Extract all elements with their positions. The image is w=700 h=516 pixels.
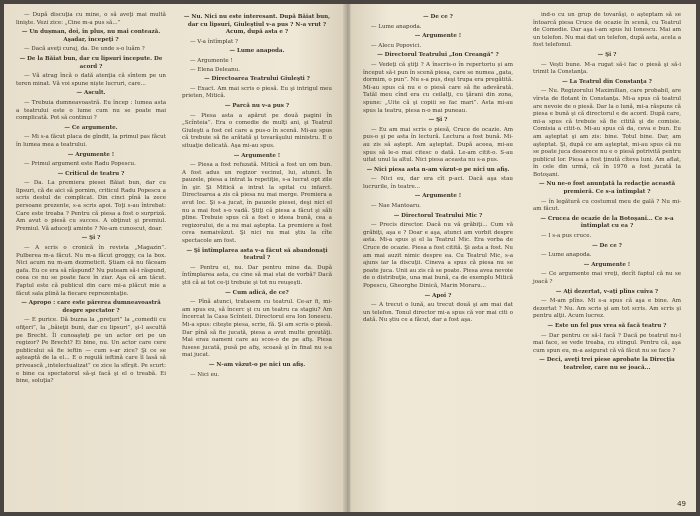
interview-answer: — Piesa a fost refuzată. Mitică a fost un om bun. A fost adus un regizor vecinul, lui, atunci. În pauzele, piesa a intrat la repetiţie, s-a lucrat opt zile în şir. Şi Mitică a intrat la spital cu infarct. Directoarea a zis că piesa nu mai merge. Premiera a avut loc. Şi s-a jucat, în pauzele piesei, deşi nici el nu a mai fost s-o vadă. Ştiţi că piesa a făcut şi săli pline. Trebuie spus că a fost o ideea bună, cea a regizorului, de a nu mai aştepta. La premiere a fost ceva nemaivăzut. Şi nici nu mai ştiu la cîte spectacole am fost.: [182, 162, 332, 245]
interview-answer: — Nici eu, dar era cît p-aci. Dacă aşa stau lucrurile, în teatre...: [363, 176, 513, 190]
interview-question: — Şi ?: [428, 117, 448, 124]
interview-question: — De ce ?: [592, 242, 622, 249]
interview-answer: — M-am plîns. Mi s-a spus că aşa e bine. Am dezertat ? Nu. Am scris şi am tot scris. Am scris şi pentru alţii. Acum lucrez.: [533, 298, 681, 320]
interview-question: — Un dușman, doi, în plus, nu mai contează. Aşadar, începeţi ?: [21, 29, 161, 43]
interview-question: — Şi ?: [81, 235, 101, 242]
interview-question: — Directorul Teatrului Mic ?: [393, 212, 483, 219]
interview-answer: ind-o cu un grup de tovarăşi, o aşteptam să se întoarcă piesa Cruce de ocazie în scenă, cu Teatrul de Comedie. Dar aşa i-am spus lui Ionescu. Mai am un telefon. Nu mai dat un telefon, după asta, acela a fost telefonul.: [533, 12, 681, 49]
interview-answer: — Mi s-a făcut placa de gîndit, la primul pas făcut în lumea mea a teatrului.: [16, 134, 166, 148]
interview-answer: — Argumente !: [190, 57, 233, 64]
interview-question: — Argumente !: [414, 193, 462, 200]
interview-answer: — Nici eu.: [190, 371, 220, 378]
interview-question: — Argumente !: [67, 151, 115, 158]
interview-question: — N-am văzut-o pe nici un afiş.: [208, 361, 306, 368]
interview-question: — Directoarea Teatrului Giuleşti ?: [204, 76, 310, 83]
magazine-spread: [4, 4, 696, 512]
interview-answer: — Piesa asta a apărut pe două pagini în „Scînteia”. Era o comedie de mulţi ani, şi Teatrul Giuleşti a fost cel care a pus-o în scenă. Mi-au spus că trebuie să fie arătată şi tovarăşului ministru. E o situaţie delicată. Aşa mi-au spus.: [182, 112, 332, 149]
column-4: [533, 12, 681, 375]
interview-question: — Crucea de ocazie de la Botoşani... Ce s-a întîmplat cu ea ?: [540, 215, 674, 230]
interview-answer: — Alecu Popovici.: [371, 42, 422, 49]
interview-answer: — în legătură cu costumul meu de gală ? Nu mi-am făcut.: [533, 198, 681, 213]
interview-answer: — Primul argument este Radu Popescu.: [24, 161, 136, 168]
interview-question: — La Teatrul din Constanţa ?: [562, 78, 652, 85]
interview-answer: — Pentru ei, nu. Dar pentru mine da. După întîmplarea asta, cu cine să mai stai de vorbă? Dacă ştii că ai tot ce-ţi trebuie şi tot nu reuşeşti.: [182, 264, 332, 286]
interview-question: — Parcă nu v-a pus ?: [224, 102, 290, 109]
right-page: [347, 4, 696, 512]
interview-answer: — Lume anapoda.: [541, 252, 592, 259]
left-page: [4, 4, 347, 512]
interview-question: — Deci, aveţi trei piese aprobate la Direcţia teatrelor, care nu se joacă...: [539, 357, 675, 371]
interview-question: — Nu. Nici nu este interesant. După Băiat bun, dar cu lipsuri, Giuleştiul v-a pus ? N-a vrut ? Acum, după asta e ?: [183, 14, 331, 36]
interview-question: — Argumente !: [414, 33, 462, 40]
interview-question: — Argumente !: [233, 152, 281, 159]
interview-answer: — Elena Deleanu.: [190, 66, 241, 73]
interview-answer: — Trebuia dumneavoastră. Eu încep : lumea asta a teatrului este o lume cum nu se poate mai complicată. Pot să continui ?: [16, 99, 166, 122]
interview-answer: — I s-a pus cruce.: [541, 233, 592, 240]
interview-answer: — Vedeţi că ştiţi ? A înscris-o în repertoriu și am început să-i pun în scenă piesa, care se numea „gata, dormim, o pun”. Nu s-a pus, deşi trupa era pregătită. Mi-au spus că nu e o piesă care să fie adevărată. Tatăl meu cînd era cu ceilalţi, cu ţărani din zona, spune: „Uite că şi copiii se fac mari”. Asta mi-au spus la teatru, piesa n-o mai puneau.: [363, 61, 513, 114]
interview-question: — Ascult.: [76, 90, 106, 97]
interview-question: — Este un fel pus vrea să facă teatru ?: [547, 322, 667, 329]
column-2: [182, 12, 332, 380]
interview-question: — Lume anapoda.: [229, 48, 285, 55]
interview-question: — Directorul Teatrului „Ion Creangă” ?: [377, 52, 499, 59]
column-3: [363, 12, 513, 326]
spine-gutter: [343, 4, 351, 512]
interview-answer: — Pînă atunci, tratasem cu teatrul. Ce-ar fi, mi-am spus eu, să încerc şi cu un teatru ca stagiu? Am încercat la Casa Scînteii. Directorul era Ion Ionescu. Mi-a spus: citeşte piesa, scrie, fă. Şi am scris o piesă. Dar pînă să fie jucată, piesa a avut multe greutăţi. Mai erau oameni care au scos-o de pe afiş. Piesa fusese jucată, pusă pe afiş, scoasă şi în final nu s-a mai jucat.: [182, 299, 333, 359]
interview-answer: — Dacă aveţi curaj, da. De unde s-o luăm ?: [24, 46, 145, 53]
interview-answer: — Nae Mantoaru.: [371, 203, 421, 210]
interview-question: — Şi întîmplarea asta v-a făcut să abandonaţi teatrul ?: [186, 247, 328, 262]
interview-answer: — A scris o cronică în revista „Magazin”. Pulberea m-a făcut. Nu m-a făcut groggy, ca la box. Nici acum nu m-am dezmeticit. Ştiam că nu făceam gafa. Eu ce era să răspund? Nu puteam să-i răspund, ceea ce nu se poate face în ziar. Aşa că am tăcut. Faptul este că publicul din care mi-a plăcut mie a făcut sala plină la fiecare reprezentaţie.: [16, 245, 166, 297]
interview-answer: — V-a întîmplat ?: [190, 38, 238, 45]
interview-answer: — Vă atrag încă o dată atenţia că sîntem pe un teren minat. Vă voi spune niște lucruri, care...: [16, 73, 166, 87]
interview-answer: — A trecut o lună, au trecut două şi am mai dat un telefon. Tonul director mi-a spus că vor mai citi o dată. Nu ştiu ce a făcut, dar a fost aşa.: [363, 302, 513, 324]
interview-question: — Apropo : care este părerea dumneavoastră despre spectator ?: [21, 300, 161, 314]
interview-question: — De ce ?: [423, 14, 453, 20]
column-1: [16, 12, 166, 387]
interview-answer: — Da. La premiera piesei Băiat bun, dar cu lipsuri, că de aici să pornim, criticul Radu Popescu a scris destul de complicat. Din cinci pînă la zece persoane prezente, s-a scris apoi. Toţi s-au întrebat: Care este treaba ? Pentru că piesa a fost o surpriză. Am avut o piesă cu succes. A obţinut şi premiul. Premiul. Vă aduceţi aminte ? Ne-am cunoscut, doar.: [16, 180, 166, 232]
interview-answer: — Lume anapoda.: [371, 23, 422, 30]
interview-question: — Nu ne-o fost anunţată la redacţie această premieră. Ce s-a întîmplat ?: [538, 181, 676, 196]
page-number: 49: [677, 500, 686, 508]
interview-question: — Cum adică, de ce?: [225, 289, 289, 296]
interview-question: — Argumente !: [583, 261, 631, 268]
interview-question: — Apoi ?: [424, 292, 452, 299]
interview-answer: — Nu. Regizorului Maximilian, care probabil, are vîrsta de flotant în Constanţa. Mi-a spus că teatrul are nevoie de o piesă. Dar la o lună, mi-a răspuns că piesa e bună şi că directorul e de acord. După care, mi-a spus că trebuie să fie citită şi de comisie. Comisia a citit-o. Mi-au spus că da, ceva e bun. Eu am aşteptat şi am zis: bine. Totul bine. Dar, am aşteptat. Şi, după ce am aşteptat, mi-au spus că nu se poate juca deoarece nu e o piesă potrivită pentru publicul lor. Piesa a fost ţinută cîteva luni. Am aflat, în cele din urmă, că în 1976 a fost jucată la Botoşani.: [533, 88, 681, 178]
interview-answer: — Precis director. Dacă nu vă grăbiţi... Cum vă grăbiţi, aşa e ? Doar e aşa, atunci am vorbit despre asta. Mi-a spus şi el la Teatrul Mic. Era vorba de Cruce de ocazie. Piesa a fost citită. Şi asta a fost. Nu am mai auzit nimic despre ea. Cu Teatrul Mic, s-a ajuns iar la discuţii. Cineva a spus că piesa nu se poate juca. Unii au zis că se poate. Piesa avea nevoie de o distribuţie, una mai bună, ca de exemplu Mitică Popescu, Gheorghe Dinică, Marin Moraru...: [363, 222, 513, 289]
interview-answer: — Eu am mai scris o piesă, Cruce de ocazie. Am pus-o şi pe asta în lectură. Lectura a fost bună. Mi-au zis să aştept. Am aşteptat. După aceea, mi-au spus să le-o mai citesc o dată. Le-am citit-o. S-au uitat unul la altul. Nici piesa aceasta nu s-a pus.: [363, 126, 513, 164]
interview-answer: — Ce argumente mai vreţi, decît faptul că nu se joacă ?: [533, 271, 681, 285]
interview-answer: — E purice. Dă buzna la „preţuri” la „comedii cu ofiţeri”, la „băieţii buni, dar cu lipsuri”, şi-l ascultă pe Brecht. Îl cunoaşteţi pe un actor ori pe un regizor? Pe Brecht? Ei bine, nu. Un actor care cere publicului să fie ieftin — cum s-ar zice? Şi ce se aşteaptă de la el... E o regulă ieftină care îl lasă să privească „intelectualizat” ce zice la sfîrşit. Pe scurt: e bine ca spectatorul să-şi facă şi el o treabă. Ei bine, soluţia?: [16, 317, 166, 385]
interview-answer: — Exact. Am mai scris o piesă. Eu şi intrigul meu prieten, Mitică.: [182, 85, 332, 100]
interview-question: — Aţi dezertat, v-aţi plîns cuiva ?: [555, 288, 659, 295]
interview-answer: — Dar pentru ce să-l facă ? Dacă pe teatrul nu-l mai face, se vede treaba, cu stingul. Pentru că, aşa cum spun eu, m-a asigurat că vă făcut nu se face ?: [533, 332, 681, 354]
interview-question: — Ce argumente.: [64, 124, 118, 131]
interview-answer: — Vești bune. M-a rugat să-i fac o piesă şi să-i trimit la Constanţa.: [533, 61, 681, 76]
interview-question: — Criticul de teatru ?: [57, 170, 125, 177]
interview-question: — Şi ?: [597, 51, 617, 58]
interview-answer: — După discuţia cu mine, o să aveţi mai multă linişte. Vezi zice: „Cine m-a pus să...”: [16, 12, 166, 26]
interview-question: — De la Băiat bun, dar cu lipsuri începute. De acord ?: [19, 55, 163, 70]
interview-question: — Nici piesa asta n-am văzut-o pe nici un afiş.: [366, 166, 510, 173]
